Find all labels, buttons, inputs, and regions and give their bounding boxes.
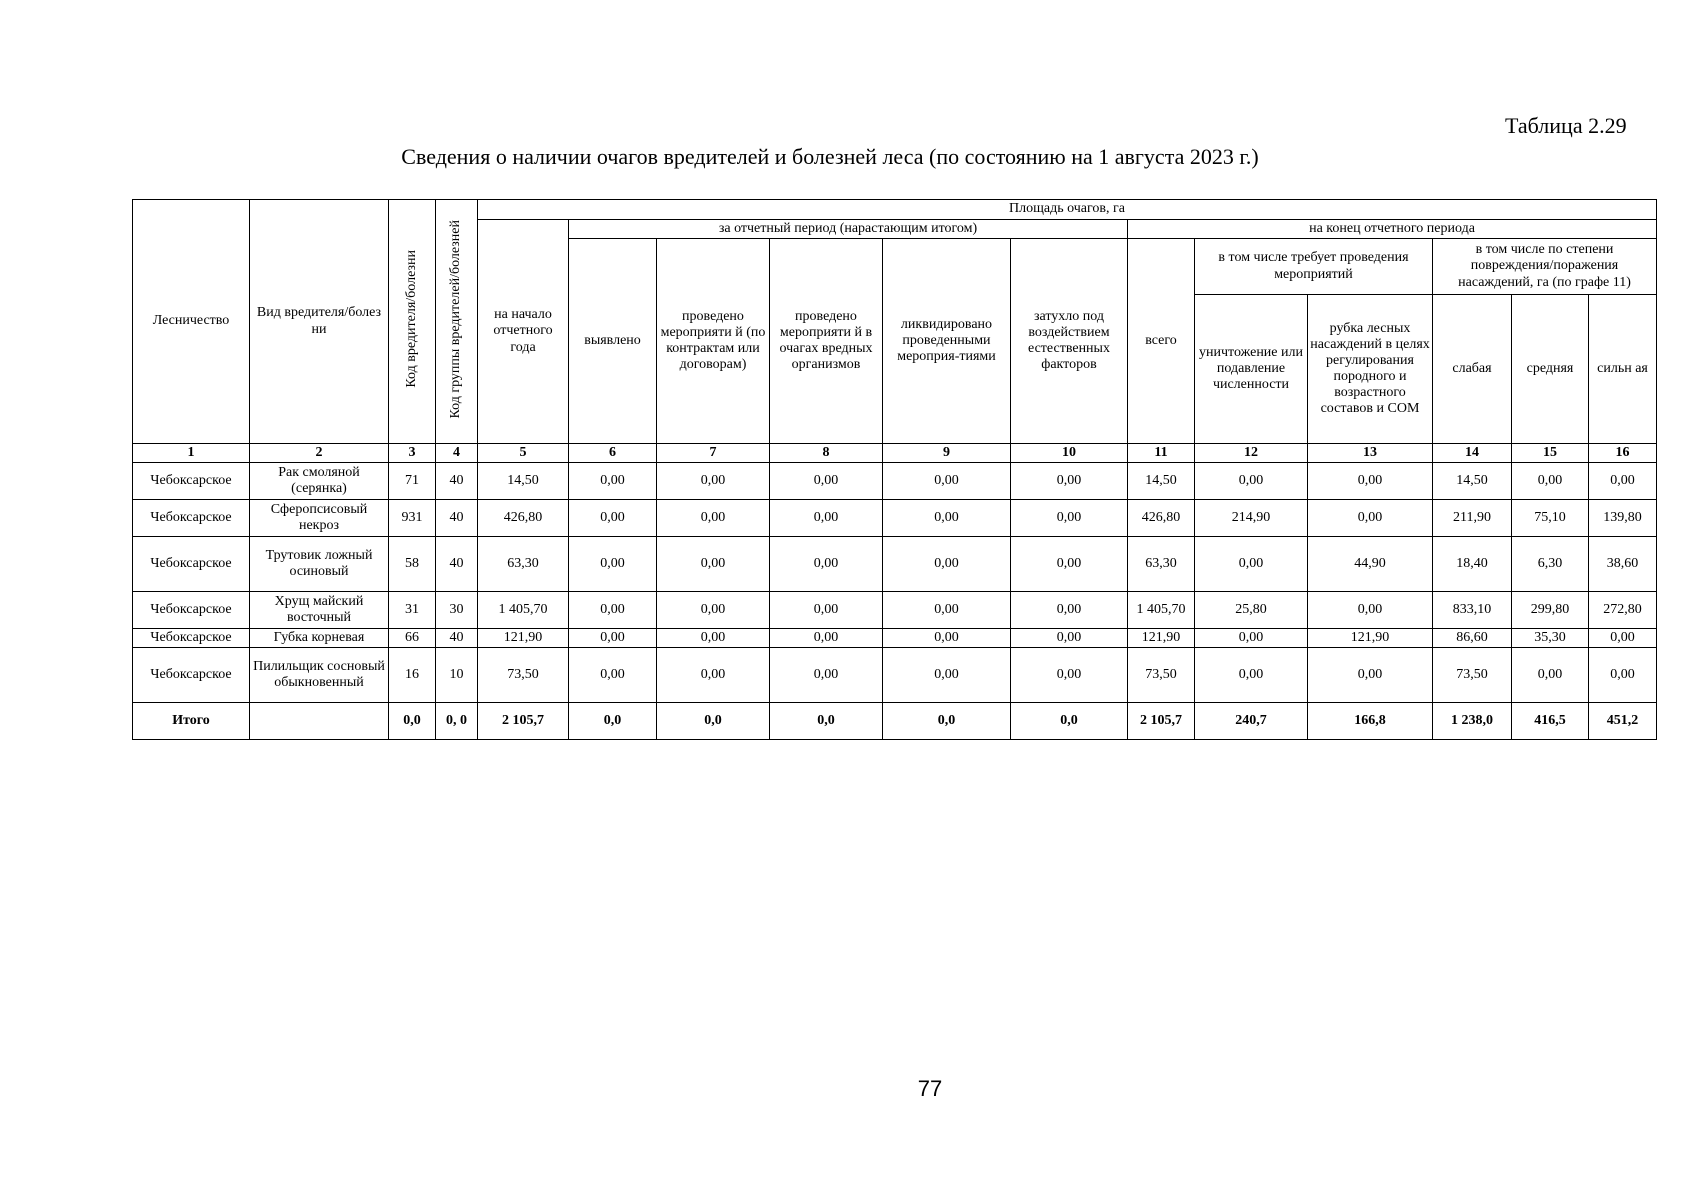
table-cell: 35,30: [1512, 629, 1589, 648]
header-pest-code: [389, 200, 436, 444]
table-row: [133, 648, 1657, 703]
total-cell: [250, 703, 389, 740]
column-number: 8: [770, 444, 883, 463]
table-cell: 38,60: [1589, 537, 1657, 592]
table-cell: 0,00: [1589, 463, 1657, 500]
table-cell: Сферопсисовый некроз: [250, 500, 389, 537]
header-destruction: уничтожение или подавление численности: [1195, 295, 1308, 444]
pest-foci-table: [132, 199, 1657, 740]
table-cell: 71: [389, 463, 436, 500]
table-label: Таблица 2.29: [1505, 113, 1627, 138]
table-cell: 0,00: [569, 592, 657, 629]
header-medium: средняя: [1512, 295, 1589, 444]
header-start: на начало отчетного года: [478, 220, 569, 444]
table-cell: 0,00: [1589, 648, 1657, 703]
table-cell: 299,80: [1512, 592, 1589, 629]
total-cell: 240,7: [1195, 703, 1308, 740]
table-cell: 40: [436, 537, 478, 592]
table-cell: 0,00: [883, 629, 1011, 648]
header-damage-degree: в том числе по степени повреждения/поражения насаждений, га (по графе 11): [1433, 239, 1657, 295]
document-title-text: Сведения о наличии очагов вредителей и болезней леса (по состоянию на 1 августа 2023 г.): [401, 144, 1259, 169]
total-cell: 451,2: [1589, 703, 1657, 740]
table-cell: 0,00: [1308, 463, 1433, 500]
column-number: 4: [436, 444, 478, 463]
total-cell: 0,0: [389, 703, 436, 740]
table-cell: 14,50: [478, 463, 569, 500]
table-cell: 63,30: [1128, 537, 1195, 592]
table-cell: 86,60: [1433, 629, 1512, 648]
table-cell: 6,30: [1512, 537, 1589, 592]
column-number: 3: [389, 444, 436, 463]
table-cell: 272,80: [1589, 592, 1657, 629]
table-cell: 40: [436, 500, 478, 537]
table-cell: 0,00: [657, 648, 770, 703]
column-number: 9: [883, 444, 1011, 463]
table-cell: Рак смоляной (серянка): [250, 463, 389, 500]
table-cell: 139,80: [1589, 500, 1657, 537]
table-cell: 0,00: [1011, 648, 1128, 703]
table-row: [133, 592, 1657, 629]
table-cell: 0,00: [1011, 537, 1128, 592]
table-cell: 0,00: [1195, 463, 1308, 500]
table-cell: 0,00: [569, 648, 657, 703]
table-cell: 0,00: [1195, 648, 1308, 703]
table-cell: 58: [389, 537, 436, 592]
table-cell: 1 405,70: [1128, 592, 1195, 629]
column-number: 7: [657, 444, 770, 463]
header-contract: проведено мероприяти й (по контрактам или договорам): [657, 239, 770, 444]
table-cell: 16: [389, 648, 436, 703]
table-cell: 0,00: [569, 463, 657, 500]
table-cell: 833,10: [1433, 592, 1512, 629]
header-end-period: на конец отчетного периода: [1128, 220, 1657, 239]
table-cell: 121,90: [1128, 629, 1195, 648]
total-row: [133, 703, 1657, 740]
table-cell: 14,50: [1128, 463, 1195, 500]
column-number: 14: [1433, 444, 1512, 463]
table-cell: 214,90: [1195, 500, 1308, 537]
table-cell: 0,00: [883, 648, 1011, 703]
total-cell: 0,0: [770, 703, 883, 740]
table-row: [133, 629, 1657, 648]
table-cell: 0,00: [1308, 648, 1433, 703]
header-group-code-text: Код группы вредителей/болезней: [448, 219, 464, 419]
table-cell: 73,50: [478, 648, 569, 703]
table-cell: 0,00: [883, 537, 1011, 592]
table-cell: 25,80: [1195, 592, 1308, 629]
table-cell: 66: [389, 629, 436, 648]
table-cell: 0,00: [1011, 463, 1128, 500]
table-cell: 0,00: [1011, 592, 1128, 629]
table-cell: Чебоксарское: [133, 537, 250, 592]
table-cell: 30: [436, 592, 478, 629]
table-cell: 0,00: [1512, 463, 1589, 500]
total-cell: 0,0: [883, 703, 1011, 740]
table-cell: 0,00: [1589, 629, 1657, 648]
header-pest-code-text: Код вредителя/болезни: [403, 250, 419, 388]
total-cell: 0,0: [1011, 703, 1128, 740]
column-number: 15: [1512, 444, 1589, 463]
table-cell: 121,90: [478, 629, 569, 648]
table-cell: 0,00: [1195, 537, 1308, 592]
total-cell: 2 105,7: [478, 703, 569, 740]
table-cell: 931: [389, 500, 436, 537]
table-cell: 0,00: [657, 537, 770, 592]
table-cell: Чебоксарское: [133, 500, 250, 537]
column-number: 5: [478, 444, 569, 463]
column-number: 11: [1128, 444, 1195, 463]
table-cell: 73,50: [1433, 648, 1512, 703]
table-cell: Пилильщик сосновый обыкновенный: [250, 648, 389, 703]
header-felling: рубка лесных насаждений в целях регулирования породного и возрастного составов и СОМ: [1308, 295, 1433, 444]
table-cell: 0,00: [1308, 592, 1433, 629]
total-cell: 0,0: [569, 703, 657, 740]
table-cell: Трутовик ложный осиновый: [250, 537, 389, 592]
total-cell: 166,8: [1308, 703, 1433, 740]
header-total: всего: [1128, 239, 1195, 444]
table-cell: 73,50: [1128, 648, 1195, 703]
table-cell: 426,80: [1128, 500, 1195, 537]
table-cell: 0,00: [770, 629, 883, 648]
header-liquidated: ликвидировано проведенными мероприя-тиями: [883, 239, 1011, 444]
column-number-row: [133, 444, 1657, 463]
page-number: 77: [917, 1076, 943, 1101]
table-cell: Чебоксарское: [133, 592, 250, 629]
column-number: 12: [1195, 444, 1308, 463]
table-cell: 0,00: [883, 463, 1011, 500]
header-period: за отчетный период (нарастающим итогом): [569, 220, 1128, 239]
header-strong: сильн ая: [1589, 295, 1657, 444]
table-cell: 0,00: [770, 537, 883, 592]
table-row: [133, 500, 1657, 537]
header-weak: слабая: [1433, 295, 1512, 444]
table-cell: 0,00: [657, 592, 770, 629]
table-cell: 0,00: [883, 500, 1011, 537]
table-cell: Губка корневая: [250, 629, 389, 648]
header-detected: выявлено: [569, 239, 657, 444]
table-cell: 10: [436, 648, 478, 703]
table-cell: 44,90: [1308, 537, 1433, 592]
header-pest-type: Вид вредителя/болез ни: [250, 200, 389, 444]
table-cell: Хрущ майский восточный: [250, 592, 389, 629]
header-forestry: Лесничество: [133, 200, 250, 444]
total-cell: 2 105,7: [1128, 703, 1195, 740]
total-cell: 416,5: [1512, 703, 1589, 740]
column-number: 16: [1589, 444, 1657, 463]
table-cell: 0,00: [1011, 500, 1128, 537]
table-row: [133, 463, 1657, 500]
table-cell: 1 405,70: [478, 592, 569, 629]
table-cell: 63,30: [478, 537, 569, 592]
table-cell: 211,90: [1433, 500, 1512, 537]
header-in-foci: проведено мероприяти й в очагах вредных организмов: [770, 239, 883, 444]
header-requiring: в том числе требует проведения мероприятий: [1195, 239, 1433, 295]
table-cell: 31: [389, 592, 436, 629]
table-cell: 0,00: [657, 463, 770, 500]
header-group-code: [436, 200, 478, 444]
table-cell: 14,50: [1433, 463, 1512, 500]
table-row: [133, 537, 1657, 592]
total-cell: 0,0: [657, 703, 770, 740]
table-cell: 40: [436, 629, 478, 648]
column-number: 1: [133, 444, 250, 463]
table-cell: 0,00: [1308, 500, 1433, 537]
table-cell: 40: [436, 463, 478, 500]
table-cell: Чебоксарское: [133, 648, 250, 703]
table-cell: Чебоксарское: [133, 463, 250, 500]
total-cell: Итого: [133, 703, 250, 740]
table-cell: 0,00: [657, 500, 770, 537]
column-number: 2: [250, 444, 389, 463]
total-cell: 0, 0: [436, 703, 478, 740]
table-cell: 0,00: [770, 500, 883, 537]
column-number: 6: [569, 444, 657, 463]
table-cell: Чебоксарское: [133, 629, 250, 648]
table-cell: 121,90: [1308, 629, 1433, 648]
total-cell: 1 238,0: [1433, 703, 1512, 740]
column-number: 10: [1011, 444, 1128, 463]
header-natural: затухло под воздействием естественных факторов: [1011, 239, 1128, 444]
table-cell: 0,00: [569, 500, 657, 537]
table-cell: 0,00: [770, 648, 883, 703]
table-cell: 0,00: [1011, 629, 1128, 648]
document-title: [100, 144, 1694, 170]
table-cell: 0,00: [883, 592, 1011, 629]
header-area: Площадь очагов, га: [478, 200, 1657, 220]
table-cell: 0,00: [770, 463, 883, 500]
table-cell: 426,80: [478, 500, 569, 537]
table-cell: 75,10: [1512, 500, 1589, 537]
column-number: 13: [1308, 444, 1433, 463]
table-cell: 0,00: [569, 537, 657, 592]
table-cell: 0,00: [569, 629, 657, 648]
table-cell: 0,00: [1512, 648, 1589, 703]
table-cell: 0,00: [770, 592, 883, 629]
table-cell: 18,40: [1433, 537, 1512, 592]
table-cell: 0,00: [657, 629, 770, 648]
table-cell: 0,00: [1195, 629, 1308, 648]
